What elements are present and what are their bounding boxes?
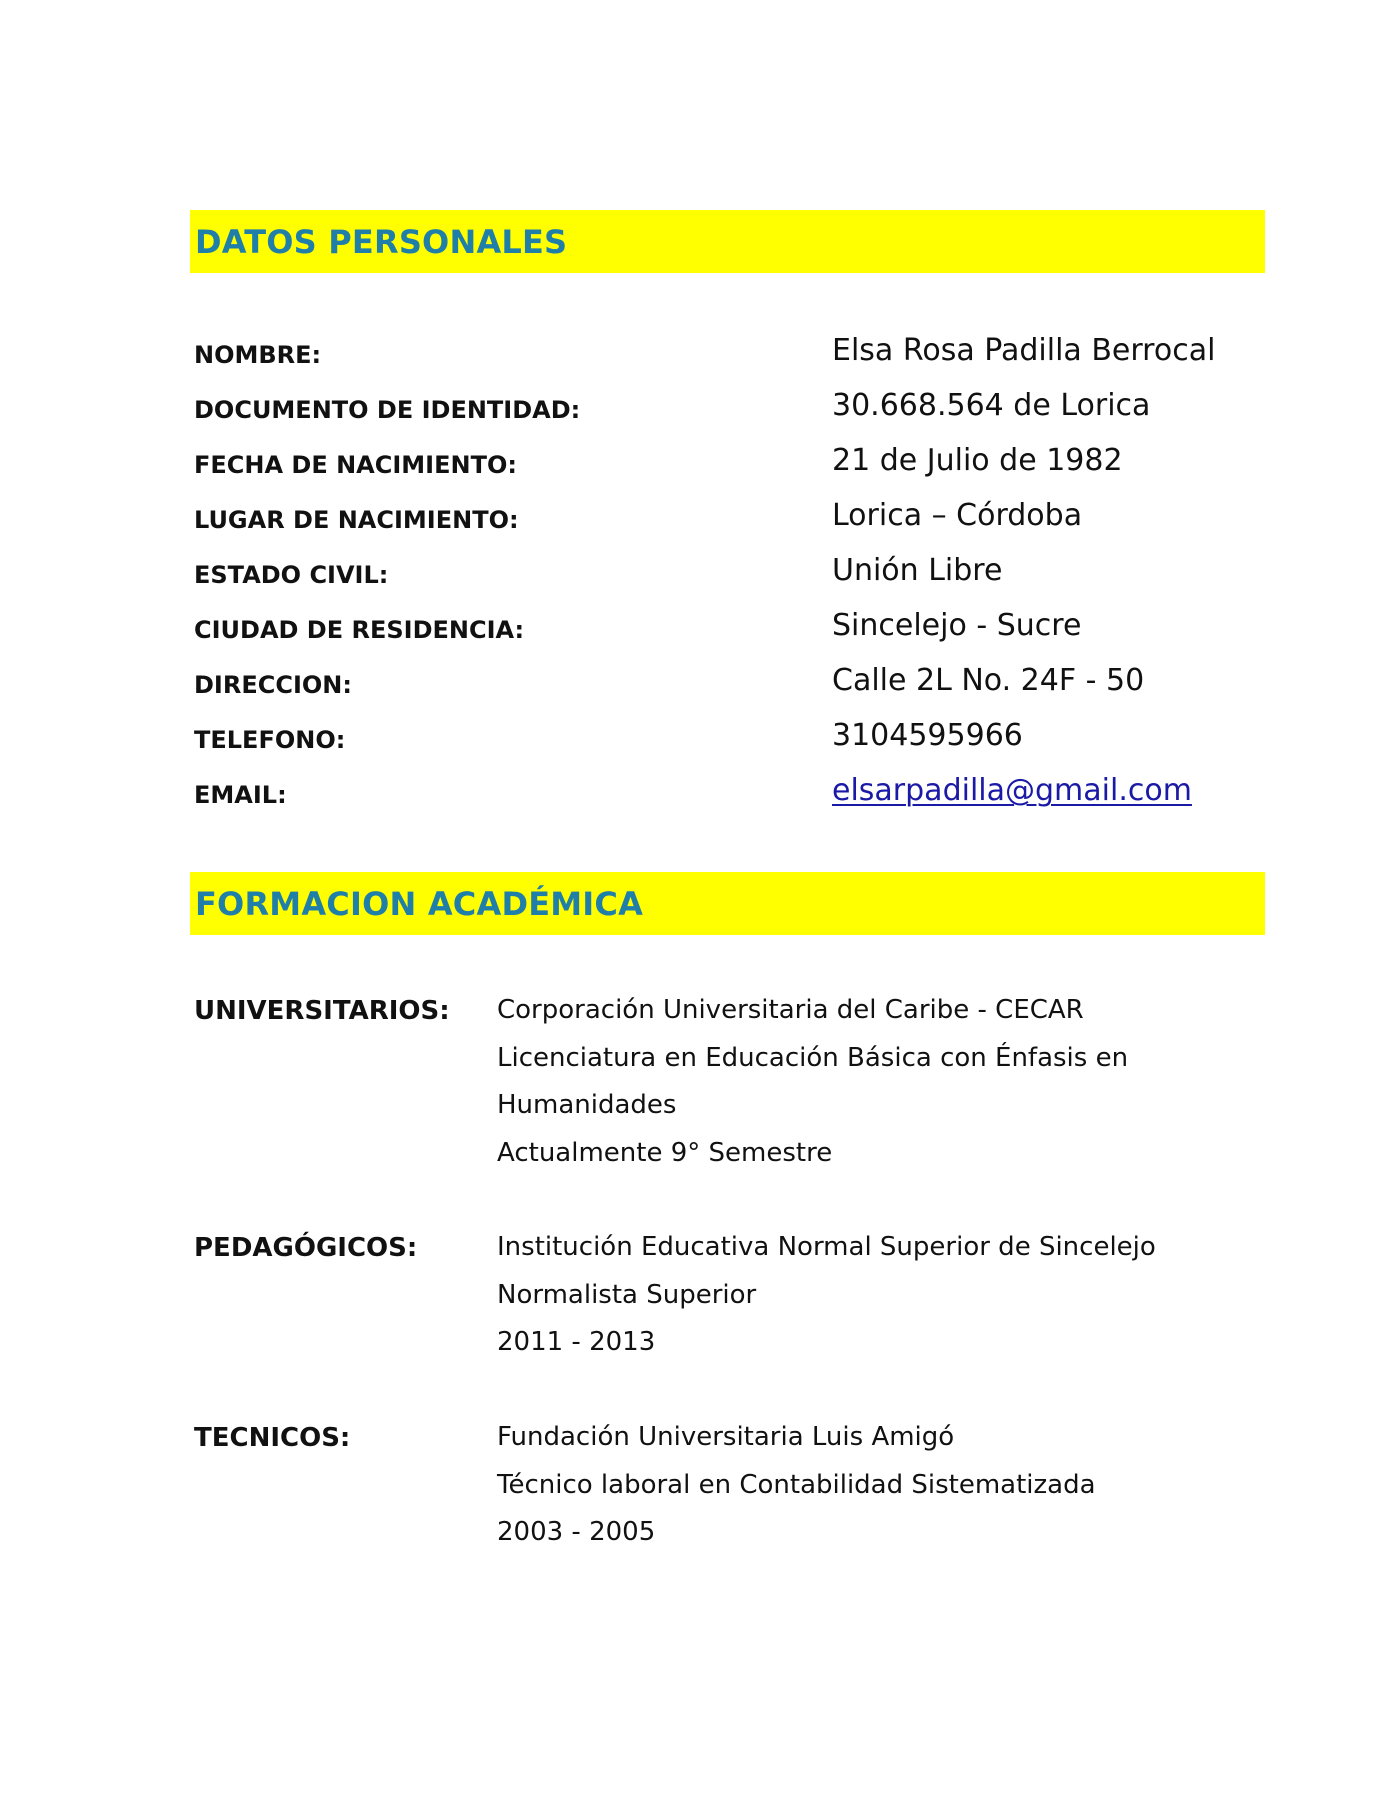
field-value: 3104595966 [832,718,1023,753]
row-nombre [194,327,1254,382]
section-title: DATOS PERSONALES [195,222,568,261]
row-documento [194,382,1254,437]
edu-line: Humanidades [497,1090,677,1120]
field-label: ESTADO CIVIL: [194,561,389,589]
edu-line: Normalista Superior [497,1279,757,1310]
field-value: Calle 2L No. 24F - 50 [832,663,1145,698]
edu-line: 2003 - 2005 [497,1517,656,1547]
edu-line: Institución Educativa Normal Superior de Sincelejo [497,1232,1156,1262]
field-label: EMAIL: [194,781,287,809]
section-header-datos-personales [190,210,1265,273]
row-direccion [194,657,1254,712]
row-email [194,767,1254,822]
row-fecha-nacimiento [194,437,1254,492]
field-label: NOMBRE: [194,341,322,369]
edu-label: PEDAGÓGICOS: [194,1233,418,1263]
edu-label: TECNICOS: [194,1423,351,1453]
field-value: Sincelejo - Sucre [832,608,1082,643]
row-telefono [194,712,1254,767]
row-ciudad-residencia [194,602,1254,657]
field-label: TELEFONO: [194,726,346,754]
edu-line: Actualmente 9° Semestre [497,1137,833,1168]
edu-line: 2011 - 2013 [497,1327,656,1357]
edu-line: Técnico laboral en Contabilidad Sistematizada [497,1469,1096,1500]
field-label: FECHA DE NACIMIENTO: [194,451,517,479]
field-label: DOCUMENTO DE IDENTIDAD: [194,396,581,424]
field-value: Elsa Rosa Padilla Berrocal [832,333,1216,368]
row-lugar-nacimiento [194,492,1254,547]
field-label: LUGAR DE NACIMIENTO: [194,506,519,534]
field-value: Lorica – Córdoba [832,498,1083,533]
row-estado-civil [194,547,1254,602]
edu-line: Licenciatura en Educación Básica con Énfasis en [497,1042,1129,1073]
field-value: Unión Libre [832,553,1003,588]
field-value: 30.668.564 de Lorica [832,388,1151,423]
section-header-formacion-academica [190,872,1265,935]
email-link[interactable]: elsarpadilla@gmail.com [832,773,1192,808]
section-title: FORMACION ACADÉMICA [195,884,644,923]
edu-line: Fundación Universitaria Luis Amigó [497,1422,955,1452]
field-label: CIUDAD DE RESIDENCIA: [194,616,525,644]
edu-line: Corporación Universitaria del Caribe - CECAR [497,995,1084,1025]
edu-lines [497,1423,1237,1557]
edu-label: UNIVERSITARIOS: [194,996,450,1026]
field-value: 21 de Julio de 1982 [832,443,1123,478]
edu-lines [497,1233,1237,1367]
edu-lines [497,996,1237,1177]
field-label: DIRECCION: [194,671,352,699]
